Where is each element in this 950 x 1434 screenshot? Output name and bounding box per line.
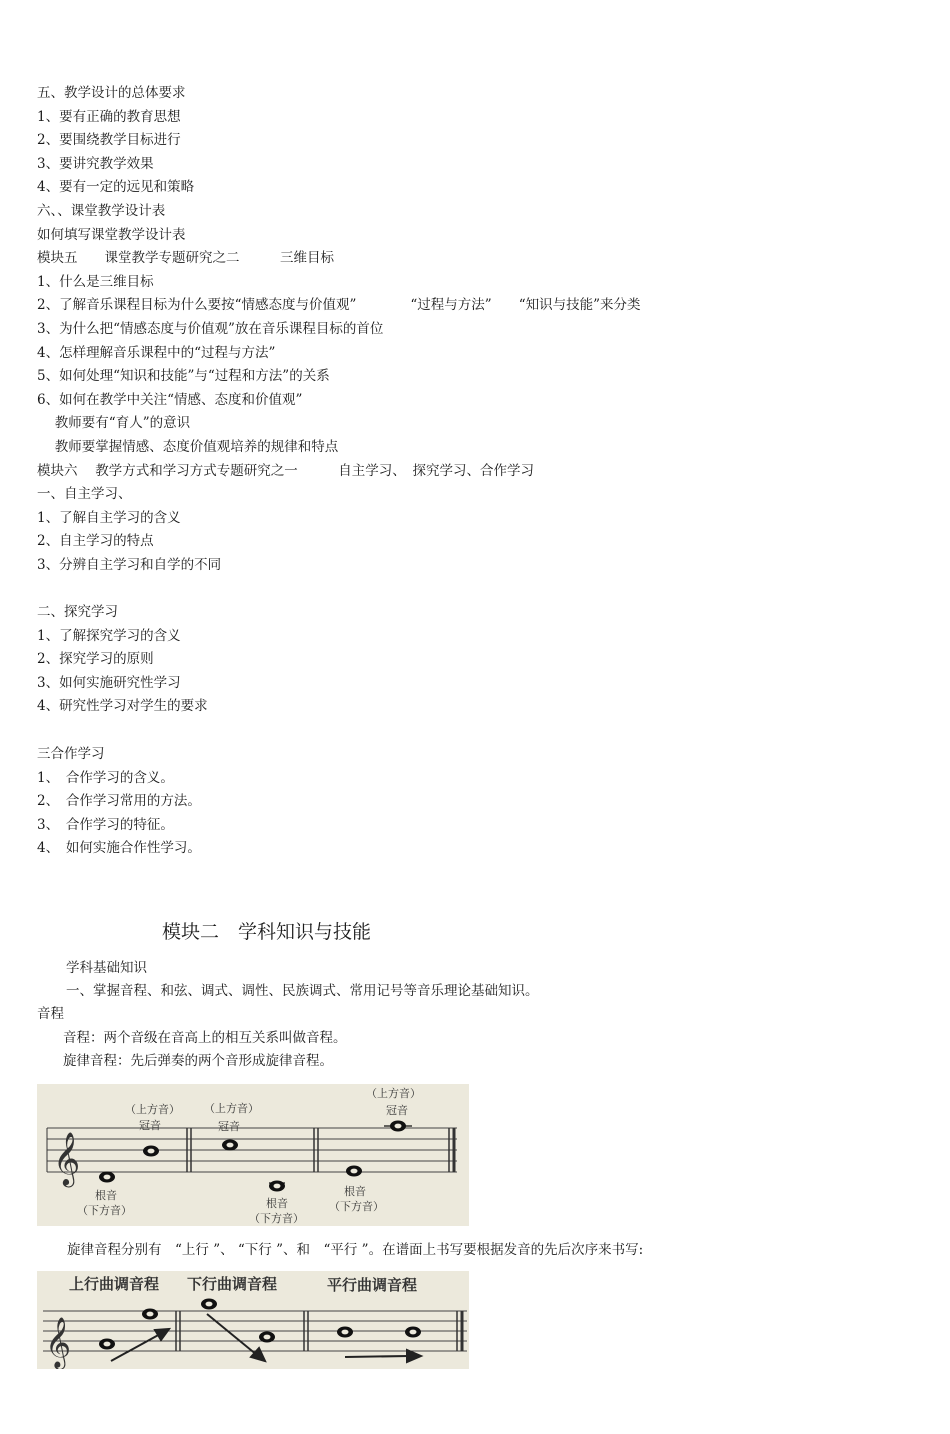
outline-line: 3、为什么把“情感态度与价值观”放在音乐课程目标的首位 xyxy=(37,321,384,337)
outline-line: 3、 合作学习的特征。 xyxy=(37,816,174,833)
outline-line: 3、分辨自主学习和自学的不同 xyxy=(37,557,222,573)
outline-line: 教师要掌握情感、态度价值观培养的规律和特点 xyxy=(37,439,339,455)
outline-line: 5、如何处理“知识和技能”与“过程和方法”的关系 xyxy=(37,368,330,385)
outline-line: 2、探究学习的原则 xyxy=(37,651,154,668)
label-crown-2: 冠音 xyxy=(218,1120,240,1133)
label-lower-3: （下方音） xyxy=(329,1200,384,1213)
outline-line: 二、探究学习 xyxy=(37,604,118,620)
melodic-direction-figure xyxy=(37,1271,469,1369)
melodic-interval-definition: 旋律音程：先后弹奏的两个音形成旋律音程。 xyxy=(63,1053,333,1069)
outline-line: 六、、课堂教学设计表 xyxy=(37,203,166,219)
label-crown-1: 冠音 xyxy=(139,1119,161,1132)
outline-line: 模块五 课堂教学专题研究之二 三维目标 xyxy=(37,250,334,267)
interval-heading: 音程 xyxy=(37,1006,64,1022)
outline-line: 2、自主学习的特点 xyxy=(37,533,154,550)
outline-line: 1、了解自主学习的含义 xyxy=(37,509,181,526)
label-upper-3: （上方音） xyxy=(366,1087,421,1100)
outline-line: 五、教学设计的总体要求 xyxy=(37,85,186,101)
treble-clef-icon: 𝄞 xyxy=(53,1131,81,1185)
label-crown-3: 冠音 xyxy=(386,1104,408,1117)
outline-line: 1、要有正确的教育思想 xyxy=(37,108,181,125)
label-upper-2: （上方音） xyxy=(204,1102,259,1115)
label-parallel: 平行曲调音程 xyxy=(327,1276,418,1294)
outline-line: 2、 合作学习常用的方法。 xyxy=(37,793,201,810)
outline-line: 一、自主学习、 xyxy=(37,486,132,503)
outline-line: 三合作学习 xyxy=(37,746,105,762)
outline-line: 如何填写课堂教学设计表 xyxy=(37,226,186,243)
outline-line: 1、 合作学习的含义。 xyxy=(37,769,174,786)
staff-lines xyxy=(47,1128,457,1172)
outline-line: 模块六 教学方式和学习方式专题研究之一 自主学习、 探究学习、合作学习 xyxy=(37,462,535,479)
outline-line: 1、了解探究学习的含义 xyxy=(37,627,181,644)
label-lower-2: （下方音） xyxy=(249,1212,304,1225)
outline-line: 3、如何实施研究性学习 xyxy=(37,674,181,691)
outline-line: 2、要围绕教学目标进行 xyxy=(37,132,181,149)
outline-line: 4、要有一定的远见和策略 xyxy=(37,179,195,196)
outline-line: 4、研究性学习对学生的要求 xyxy=(37,698,208,715)
treble-clef-icon: 𝄞 xyxy=(45,1317,72,1368)
label-root-3: 根音 xyxy=(344,1185,366,1198)
outline-line: 3、要讲究教学效果 xyxy=(37,155,154,172)
item-one-text: 一、掌握音程、和弦、调式、调性、民族调式、常用记号等音乐理论基础知识。 xyxy=(66,983,539,999)
melodic-direction-text: 旋律音程分别有 “上行 ”、 “下行 ”、和 “平行 ”。在谱面上书写要根据发音的先后次序来书写: xyxy=(67,1242,644,1258)
label-root-2: 根音 xyxy=(266,1197,288,1210)
outline-line: 4、怎样理解音乐课程中的“过程与方法” xyxy=(37,344,276,361)
label-descending: 下行曲调音程 xyxy=(187,1275,278,1293)
outline-line: 6、如何在教学中关注“情感、态度和价值观” xyxy=(37,391,303,408)
outline-line: 教师要有“育人”的意识 xyxy=(37,415,191,432)
interval-definition: 音程：两个音级在音高上的相互关系叫做音程。 xyxy=(63,1030,347,1046)
outline-line: 4、 如何实施合作性学习。 xyxy=(37,840,201,857)
interval-notation-figure xyxy=(37,1084,469,1226)
outline-line: 2、了解音乐课程目标为什么要按“情感态度与价值观” “过程与方法” “知识与技能”来分类 xyxy=(37,297,641,314)
label-lower-1: （下方音） xyxy=(77,1204,132,1217)
outline-line: 1、什么是三维目标 xyxy=(37,273,154,290)
label-root-1: 根音 xyxy=(95,1189,117,1202)
label-upper-1: （上方音） xyxy=(125,1103,180,1116)
module-title: 模块二 学科知识与技能 xyxy=(162,921,372,943)
label-ascending: 上行曲调音程 xyxy=(69,1275,160,1293)
subject-basics-heading: 学科基础知识 xyxy=(66,960,147,976)
